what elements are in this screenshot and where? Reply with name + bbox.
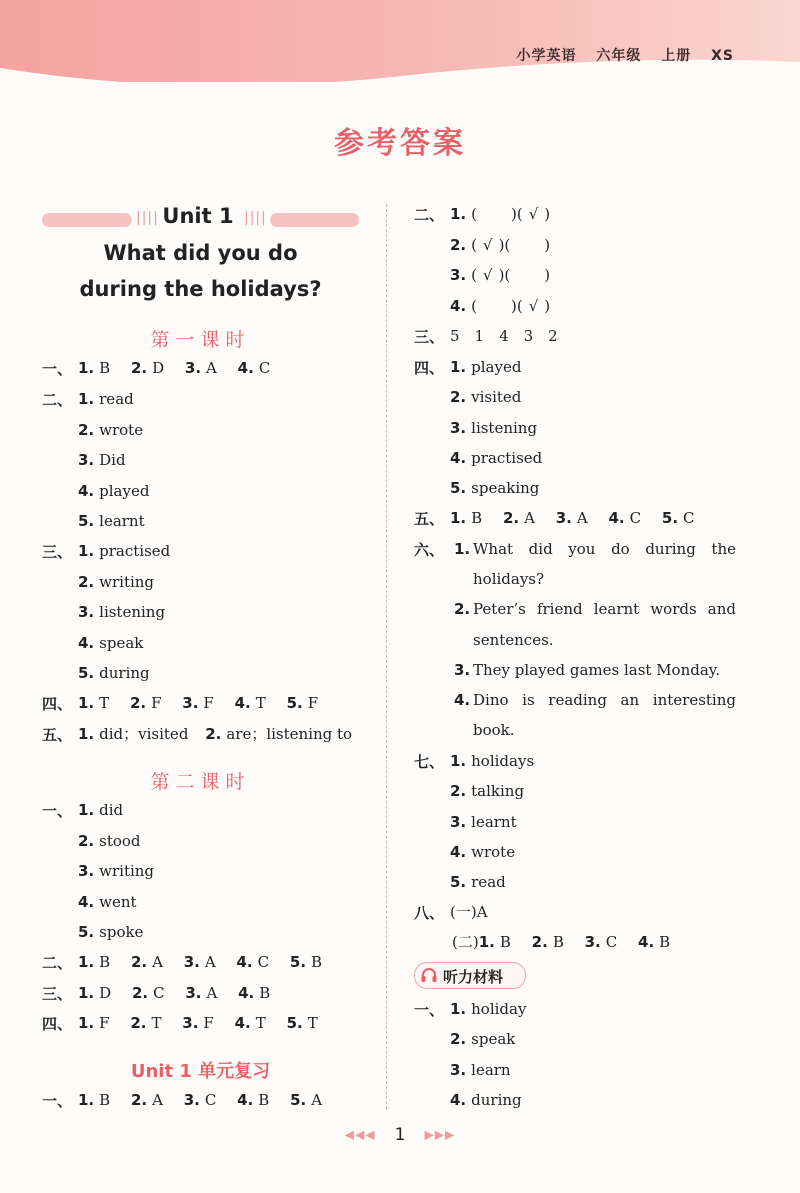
header-volume: 上册 bbox=[661, 48, 692, 64]
l2-s2-answers: 1. B 2. A 3. A 4. C 5. B bbox=[78, 953, 323, 971]
listening-material-badge bbox=[414, 962, 526, 989]
r-s5-answers: 1. B 2. A 3. A 4. C 5. C bbox=[450, 509, 695, 527]
judgement-row: 2. ( √ )( ) bbox=[450, 236, 551, 254]
l1-s2-mark: 二、 bbox=[42, 391, 73, 409]
list-item: 3. listening bbox=[450, 419, 538, 437]
l2-s3-answers: 1. D 2. C 3. A 4. B bbox=[78, 984, 271, 1002]
l1-s5-mark: 五、 bbox=[42, 726, 73, 744]
list-item: 3. writing bbox=[78, 862, 155, 880]
list-item: 3. Did bbox=[78, 451, 126, 469]
list-item: 4. speak bbox=[78, 634, 144, 652]
r-s8-part2: (二)1. B 2. B 3. C 4. B bbox=[452, 933, 671, 951]
lesson1-heading: 第一课时 bbox=[150, 329, 251, 351]
page-number: 1 bbox=[394, 1124, 406, 1145]
list-item: 3. learnt bbox=[450, 813, 517, 831]
list-item: 1. read bbox=[78, 390, 134, 408]
lesson2-heading: 第二课时 bbox=[150, 771, 251, 793]
r-s8-mark: 八、 bbox=[414, 904, 445, 922]
list-item: 5. spoke bbox=[78, 923, 144, 941]
l1-s1-answers: 1. B 2. D 3. A 4. C bbox=[78, 359, 271, 377]
banner-ticks-right: |||| bbox=[244, 210, 267, 226]
r-s3-mark: 三、 bbox=[414, 328, 445, 346]
r-s5-mark: 五、 bbox=[414, 510, 445, 528]
list-item: 2. talking bbox=[450, 782, 525, 800]
sentence-number: 3. bbox=[454, 661, 471, 679]
prev-arrows-icon: ◀◀◀ bbox=[344, 1127, 376, 1142]
judgement-row: 3. ( √ )( ) bbox=[450, 266, 551, 284]
r-s7-mark: 七、 bbox=[414, 753, 445, 771]
list-item: 5. learnt bbox=[78, 512, 145, 530]
unit-label: Unit 1 bbox=[162, 204, 234, 228]
list-item: 2. visited bbox=[450, 388, 522, 406]
r-s4-mark: 四、 bbox=[414, 359, 445, 377]
page-footer bbox=[0, 1124, 800, 1145]
list-item: 5. during bbox=[78, 664, 150, 682]
list-item: 1. practised bbox=[78, 542, 171, 560]
list-item: 5. read bbox=[450, 873, 506, 891]
l2-s2-mark: 二、 bbox=[42, 954, 73, 972]
answer: A bbox=[206, 359, 217, 377]
sentence-number: 2. bbox=[454, 600, 471, 618]
list-item: 4. wrote bbox=[450, 843, 516, 861]
banner-bar-left bbox=[42, 213, 132, 227]
page-title: 参考答案 bbox=[334, 126, 466, 161]
l1-s1-mark: 一、 bbox=[42, 360, 73, 378]
unit-title-line1: What did you do bbox=[103, 241, 298, 265]
listening-material-label: 听力材料 bbox=[443, 968, 504, 986]
listening-s1-mark: 一、 bbox=[414, 1001, 445, 1019]
judgement-row: 4. ( )( √ ) bbox=[450, 297, 551, 315]
sentence-number: 4. bbox=[454, 691, 471, 709]
review-s1-answers: 1. B 2. A 3. C 4. B 5. A bbox=[78, 1091, 323, 1109]
answer: C bbox=[258, 359, 271, 377]
list-item: 1. holiday bbox=[450, 1000, 527, 1018]
list-item: 2. writing bbox=[78, 573, 155, 591]
list-item: 3. learn bbox=[450, 1061, 511, 1079]
unit-review-heading: Unit 1 单元复习 bbox=[130, 1061, 271, 1082]
l2-s4-answers: 1. F 2. T 3. F 4. T 5. T bbox=[78, 1014, 318, 1032]
answer: B bbox=[99, 359, 111, 377]
list-item: 3. listening bbox=[78, 603, 166, 621]
answer: D bbox=[152, 359, 165, 377]
l1-s4-answers: 1. T 2. F 3. F 4. T 5. F bbox=[78, 694, 319, 712]
list-item: 1. holidays bbox=[450, 752, 535, 770]
l2-s4-mark: 四、 bbox=[42, 1015, 73, 1033]
judgement-row: 1. ( )( √ ) bbox=[450, 205, 551, 223]
l2-s1-mark: 一、 bbox=[42, 802, 73, 820]
unit-title-line2: during the holidays? bbox=[79, 277, 322, 301]
l1-s5-answers: 1. did；visited 2. are；listening to bbox=[78, 725, 353, 743]
sentence-line: Peter’s friend learnt words and bbox=[473, 600, 736, 618]
list-item: 2. wrote bbox=[78, 421, 144, 439]
sentence-line: book. bbox=[473, 721, 515, 739]
headphones-icon bbox=[420, 967, 438, 984]
list-item: 1. played bbox=[450, 358, 522, 376]
next-arrows-icon: ▶▶▶ bbox=[424, 1127, 456, 1142]
list-item: 4. during bbox=[450, 1091, 522, 1109]
header-subject: 小学英语 bbox=[516, 48, 577, 64]
list-item: 1. did bbox=[78, 801, 124, 819]
sentence-number: 1. bbox=[454, 540, 471, 558]
sentence-line: What did you do during the bbox=[473, 540, 736, 558]
review-s1-mark: 一、 bbox=[42, 1092, 73, 1110]
banner-bar-right bbox=[270, 213, 359, 227]
l1-s3-mark: 三、 bbox=[42, 543, 73, 561]
banner-ticks-left: |||| bbox=[136, 210, 159, 226]
column-divider bbox=[386, 204, 387, 1109]
r-s8-part1: (一)A bbox=[450, 903, 488, 921]
header-edition: XS bbox=[711, 48, 734, 64]
sentence-line: They played games last Monday. bbox=[473, 661, 721, 679]
list-item: 4. practised bbox=[450, 449, 543, 467]
sentence-line: Dino is reading an interesting bbox=[473, 691, 736, 709]
list-item: 4. played bbox=[78, 482, 150, 500]
r-s6-mark: 六、 bbox=[414, 541, 445, 559]
l1-s4-mark: 四、 bbox=[42, 695, 73, 713]
sentence-line: sentences. bbox=[473, 631, 554, 649]
list-item: 5. speaking bbox=[450, 479, 540, 497]
list-item: 2. stood bbox=[78, 832, 141, 850]
list-item: 2. speak bbox=[450, 1030, 516, 1048]
r-s3-sequence: 5 1 4 3 2 bbox=[450, 327, 558, 345]
header-book-info bbox=[502, 45, 734, 65]
sentence-line: holidays? bbox=[473, 570, 545, 588]
header-grade: 六年级 bbox=[596, 48, 642, 64]
l2-s3-mark: 三、 bbox=[42, 985, 73, 1003]
r-s2-mark: 二、 bbox=[414, 206, 445, 224]
list-item: 4. went bbox=[78, 893, 137, 911]
